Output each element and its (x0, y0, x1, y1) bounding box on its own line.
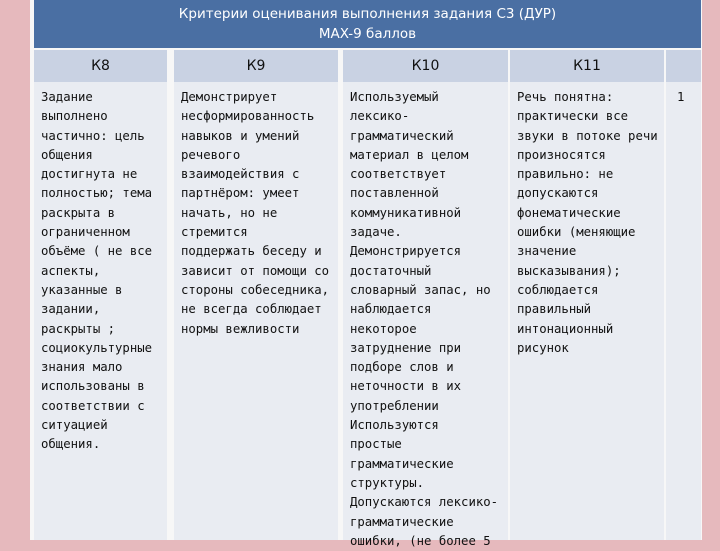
cell-k8-description: Задание выполнено частично: цель общения достигнута не полностью; тема раскрыта в ограниченном объёме ( не все аспекты, указанные в задании, раскрыты ; социокультурные знания мало использованы в соответствии с ситуацией общения. (34, 82, 167, 540)
header-score (666, 50, 701, 82)
cell-k10-description: Используемый лексико- грамматический материал в целом соответствует поставленной коммуникативной задаче. Демонстрируется достаточный словарный запас, но наблюдается некоторое затруднение при подборе слов и неточности в их употреблении Используются простые грамматические структуры. Допускаются лексико- грамматические ошибки, (не более 5 (343, 82, 508, 540)
cell-score: 1 (666, 82, 701, 540)
title-line-1: Критерии оценивания выполнения задания С3 (ДУР) (178, 6, 557, 22)
header-k8: К8 (34, 50, 167, 82)
cell-k11-description: Речь понятна: практически все звуки в потоке речи произносятся правильно: не допускаются фонематические ошибки (меняющие значение высказывания); соблюдается правильный интонационный рисунок (510, 82, 664, 540)
slide-title (34, 0, 701, 48)
title-line-2: MAX-9 баллов (318, 26, 417, 42)
header-k11: К11 (510, 50, 664, 82)
header-k9: К9 (174, 50, 338, 82)
cell-k9-description: Демонстрирует несформированность навыков и умений речевого взаимодействия с партнёром: умеет начать, но не стремится поддержать беседу и зависит от помощи со стороны собеседника, не всегда соблюдает нормы вежливости (174, 82, 338, 540)
header-k10: К10 (343, 50, 508, 82)
